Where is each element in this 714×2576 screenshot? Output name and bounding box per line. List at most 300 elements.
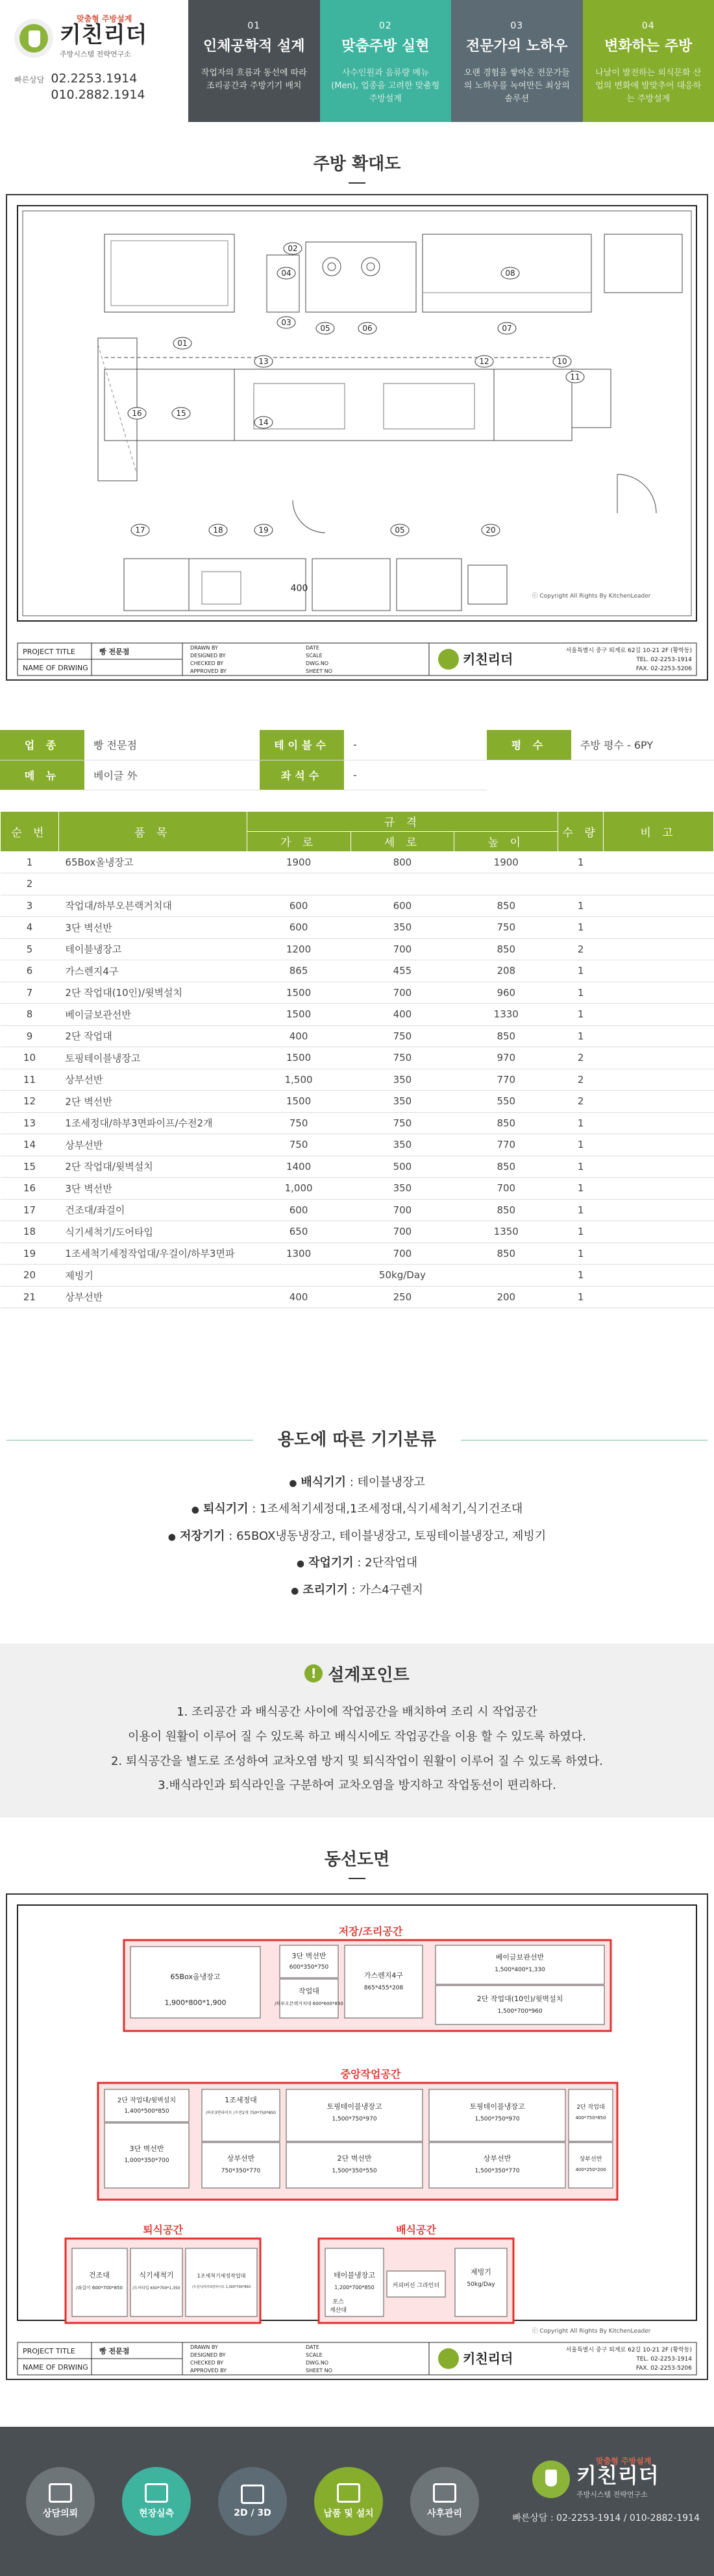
spec-cell-item: 건조대/좌걸이: [58, 1199, 247, 1221]
spec-cell-item: 가스렌지4구: [58, 960, 247, 982]
bullet-icon: ●: [289, 1478, 297, 1488]
process-step-label: 2D / 3D: [234, 2508, 271, 2518]
col-header-width: 가 로: [247, 831, 351, 851]
brand-name: 키친리더: [576, 2459, 659, 2489]
address-text: 서울특별시 중구 퇴계로 62길 10-21 2F (황학동): [566, 646, 692, 654]
item-spec: 1,900*800*1,900: [165, 1999, 227, 2007]
spec-cell-note: [604, 1004, 714, 1026]
consult-label: 빠른상담: [14, 71, 44, 85]
item-spec: 1,500*400*1,330: [495, 1967, 545, 1973]
kitchen-floor-plan: [6, 194, 708, 681]
title-underline: [349, 1878, 365, 1879]
exclamation-icon: !: [304, 1664, 323, 1683]
zone-label: 저장/조리공간: [339, 1925, 403, 1938]
project-title-label: PROJECT TITLE: [23, 2347, 75, 2355]
spec-cell-height: 200: [454, 1286, 558, 1308]
spec-cell-item: 상부선반: [58, 1286, 247, 1308]
marker-01: 01: [177, 339, 187, 348]
spec-cell-no: 13: [1, 1112, 59, 1134]
item-label: 2단 작업대/윗벽설치: [117, 2096, 176, 2104]
spec-cell-width: 1500: [247, 1091, 351, 1113]
spec-cell-no: 18: [1, 1221, 59, 1243]
feature-title: 맞춤주방 실현: [320, 35, 452, 55]
section-title-kitchen-plan: [0, 122, 714, 184]
spec-cell-note: [604, 1243, 714, 1265]
table-row: [1, 1178, 714, 1200]
industry-value: 빵 전문점: [84, 730, 260, 760]
spec-cell-qty: 1: [558, 851, 604, 873]
checked-by-label: CHECKED BY: [190, 661, 223, 666]
process-step-survey[interactable]: [118, 2467, 195, 2536]
spec-cell-width: 1500: [247, 1004, 351, 1026]
design-point-line: 2. 퇴식공간을 별도로 조성하여 교차오염 방지 및 퇴식작업이 원활이 이루어 질 수 있도록 하였다.: [0, 1749, 714, 1774]
copyright-note: ⓒ Copyright All Rights By KitchenLeader: [532, 2327, 650, 2335]
spec-cell-height: 770: [454, 1134, 558, 1156]
classification-list: [0, 1469, 714, 1603]
spec-table-body: [1, 851, 714, 1308]
marker-12: 12: [479, 357, 489, 366]
name-of-drawing-label: NAME OF DRWING: [23, 2363, 88, 2372]
process-step-aftercare[interactable]: [406, 2467, 483, 2536]
classification-label: 조리기기: [302, 1583, 348, 1597]
table-row: [1, 1025, 714, 1047]
spec-cell-item: 상부선반: [58, 1134, 247, 1156]
checked-by-label: CHECKED BY: [190, 2360, 223, 2366]
item-label: 건조대: [89, 2270, 110, 2279]
item-spec: 1,500*750*970: [332, 2116, 376, 2122]
spec-cell-height: 1350: [454, 1221, 558, 1243]
item-label: 2단 작업대: [576, 2103, 604, 2111]
design-points-list: [0, 1700, 714, 1798]
spec-cell-no: 4: [1, 917, 59, 939]
spec-cell-no: 16: [1, 1178, 59, 1200]
table-row: [1, 1265, 714, 1287]
date-label: DATE: [306, 645, 319, 651]
marker-20: 20: [486, 526, 495, 535]
classification-label: 퇴식기기: [203, 1502, 249, 1516]
spec-cell-item: 토핑테이블냉장고: [58, 1047, 247, 1069]
design-points-title: 설계포인트: [328, 1662, 410, 1686]
classification-row: ● 저장기기 : 65BOX냉동냉장고, 테이블냉장고, 토핑테이블냉장고, 제빙기: [0, 1523, 714, 1549]
brand-subtitle: 주방시스템 전략연구소: [576, 2489, 659, 2499]
footer-brand: [506, 2459, 700, 2544]
area-value: 주방 평수 - 6PY: [571, 730, 714, 760]
classification-label: 저장기기: [180, 1529, 225, 1543]
spec-cell-depth: 455: [351, 960, 454, 982]
table-row: [1, 873, 714, 895]
classification-row: ● 작업기기 : 2단작업대: [0, 1549, 714, 1576]
scale-label: SCALE: [306, 653, 323, 659]
spec-cell-item: 베이글보관선반: [58, 1004, 247, 1026]
process-step-label: 현장실측: [139, 2507, 174, 2520]
seats-value: -: [344, 760, 487, 790]
marker-05b: 05: [395, 526, 404, 535]
item-label: 2단 작업대(10인)/윗벽설치: [477, 1994, 563, 2003]
clipboard-icon: [49, 2483, 72, 2503]
spec-cell-qty: 1: [558, 1221, 604, 1243]
zone-label: 퇴식공간: [143, 2224, 183, 2236]
item-spec: 1,500*350*550: [332, 2168, 376, 2174]
spec-cell-depth: 700: [351, 938, 454, 960]
spec-cell-width: 1500: [247, 1047, 351, 1069]
marker-02: 02: [288, 244, 297, 253]
spec-cell-note: [604, 851, 714, 873]
seats-label: 좌석수: [260, 760, 344, 790]
feature-card-2: [320, 0, 452, 122]
spec-cell-height: [454, 873, 558, 895]
page-footer: [0, 2427, 714, 2576]
feature-number: 01: [188, 21, 320, 31]
spec-cell-no: 5: [1, 938, 59, 960]
spec-cell-height: 970: [454, 1047, 558, 1069]
item-label: 65Box올냉장고: [171, 1972, 221, 1981]
spec-cell-height: 850: [454, 895, 558, 917]
area-label: 평 수: [487, 730, 571, 760]
table-row: [1, 982, 714, 1004]
spec-cell-depth: 350: [351, 1069, 454, 1091]
spec-cell-qty: 2: [558, 938, 604, 960]
feature-title: 변화하는 주방: [583, 35, 714, 55]
item-label: 작업대: [299, 1986, 319, 1995]
marker-07: 07: [502, 324, 511, 333]
item-spec: /하부3면파이프 /수전2개 750*750*850: [206, 2110, 276, 2115]
spec-cell-item: 3단 벽선반: [58, 917, 247, 939]
spec-cell-height: 960: [454, 982, 558, 1004]
drawn-by-label: DRAWN BY: [190, 645, 218, 651]
table-row: [1, 1156, 714, 1178]
spec-cell-height: 850: [454, 1112, 558, 1134]
item-spec: /좌걸이 600*700*850: [76, 2285, 123, 2290]
classification-value: 1조세척기세정대,1조세정대,식기세척기,식기건조대: [260, 1502, 523, 1516]
spec-cell-qty: 1: [558, 1265, 604, 1287]
feature-desc: 사수인원과 음류량 메뉴(Men), 업종을 고려한 맞춤형 주방설계: [320, 67, 452, 106]
item-label: 포스: [332, 2298, 344, 2305]
item-spec: /하부오븐랙거치대 600*600*850: [275, 2000, 343, 2006]
table-row: [1, 1047, 714, 1069]
spec-cell-qty: 1: [558, 917, 604, 939]
feature-number: 04: [583, 21, 714, 31]
item-label: 식기세척기: [139, 2270, 173, 2279]
marker-16: 16: [132, 409, 142, 418]
marker-18: 18: [213, 526, 223, 535]
table-row: [1, 851, 714, 873]
name-of-drawing-label: NAME OF DRWING: [23, 664, 88, 672]
marker-04: 04: [281, 269, 291, 278]
process-step-label: 납품 및 설치: [323, 2507, 373, 2520]
spec-cell-note: [604, 1286, 714, 1308]
table-row: [1, 1243, 714, 1265]
item-label: 제빙기: [471, 2267, 491, 2276]
spec-cell-note: [604, 1134, 714, 1156]
spec-cell-no: 9: [1, 1025, 59, 1047]
spec-cell-width: 750: [247, 1112, 351, 1134]
classification-value: 65BOX냉동냉장고, 테이블냉장고, 토핑테이블냉장고, 제빙기: [236, 1529, 546, 1543]
brand-tagline: 맞춤형 주방설계: [77, 13, 132, 24]
spec-cell-no: 7: [1, 982, 59, 1004]
spec-cell-no: 1: [1, 851, 59, 873]
item-label: 가스렌지4구: [364, 1971, 404, 1980]
spec-cell-note: [604, 1112, 714, 1134]
feature-card-1: [188, 0, 320, 122]
item-label: 토핑테이블냉장고: [326, 2102, 382, 2111]
spec-cell-note: [604, 895, 714, 917]
marker-19: 19: [258, 526, 268, 535]
spec-cell-item: 2단 작업대: [58, 1025, 247, 1047]
table-row: [1, 1221, 714, 1243]
item-label: 커피머신 그라인더: [393, 2281, 439, 2289]
spec-cell-no: 20: [1, 1265, 59, 1287]
feature-number: 03: [451, 21, 583, 31]
spec-cell-item: 1조세척기세정작업대/우걸이/하부3면파: [58, 1243, 247, 1265]
spec-cell-no: 3: [1, 895, 59, 917]
item-spec: /우걸이/하부3면파이프 1,300*700*850: [192, 2285, 251, 2289]
designed-by-label: DESIGNED BY: [190, 653, 226, 659]
item-label: 테이블냉장고: [334, 2270, 375, 2279]
spec-cell-note: [604, 1069, 714, 1091]
spec-cell-note: [604, 873, 714, 895]
spec-cell-no: 15: [1, 1156, 59, 1178]
item-spec: 1,000*350*700: [124, 2157, 169, 2164]
menu-value: 베이글 外: [84, 760, 260, 790]
process-step-consult[interactable]: [22, 2467, 99, 2536]
item-spec: /도어타입 650*700*1,350: [132, 2285, 180, 2290]
title-block-brand: 키친리더: [463, 651, 513, 667]
spec-cell-item: 테이블냉장고: [58, 938, 247, 960]
spec-cell-height: 850: [454, 1156, 558, 1178]
item-spec: 600*350*750: [289, 1964, 329, 1971]
marker-11: 11: [570, 372, 580, 382]
feature-desc: 작업자의 흐름과 동선에 따라 조리공간과 주방기기 배치: [188, 67, 320, 93]
spec-cell-note: [604, 1199, 714, 1221]
logo-icon: [14, 19, 53, 58]
dwg-no-label: DWG.NO: [306, 2360, 328, 2366]
classification-value: 테이블냉장고: [357, 1476, 425, 1489]
spec-cell-item: 작업대/하부오븐랙거치대: [58, 895, 247, 917]
spec-cell-no: 17: [1, 1199, 59, 1221]
item-label: 1조세정대: [225, 2095, 257, 2104]
spec-cell-depth: 600: [351, 895, 454, 917]
item-spec: 400*250*200: [575, 2167, 606, 2172]
process-step-install[interactable]: [310, 2467, 387, 2536]
item-spec: 750*350*770: [221, 2168, 261, 2174]
process-step-design[interactable]: [214, 2467, 291, 2536]
industry-label: 업 종: [0, 730, 84, 760]
item-spec: 400*750*850: [575, 2115, 606, 2120]
monitor-icon: [241, 2485, 264, 2504]
col-header-depth: 세 로: [351, 831, 454, 851]
spec-cell-qty: 1: [558, 1199, 604, 1221]
marker-17: 17: [135, 526, 145, 535]
spec-cell-item: 상부선반: [58, 1069, 247, 1091]
spec-cell-depth: 700: [351, 982, 454, 1004]
col-header-height: 높 이: [454, 831, 558, 851]
classification-row: ● 배식기기 : 테이블냉장고: [0, 1469, 714, 1496]
item-spec: 1,200*700*850: [334, 2285, 374, 2290]
equipment-spec-table: [0, 811, 714, 1309]
spec-cell-width: 1400: [247, 1156, 351, 1178]
address-text: 서울특별시 중구 퇴계로 62길 10-21 2F (황학동): [566, 2346, 692, 2353]
bullet-icon: ●: [297, 1559, 304, 1569]
spec-cell-height: 700: [454, 1178, 558, 1200]
table-row: [1, 917, 714, 939]
spec-cell-depth: 350: [351, 1091, 454, 1113]
spec-cell-qty: 1: [558, 1286, 604, 1308]
spec-cell-note: [604, 917, 714, 939]
phone-number-2[interactable]: 010.2882.1914: [51, 87, 145, 103]
spec-cell-height: 850: [454, 1025, 558, 1047]
spec-cell-qty: 1: [558, 1025, 604, 1047]
marker-03: 03: [281, 318, 291, 327]
bullet-icon: ●: [168, 1532, 176, 1542]
bullet-icon: ●: [191, 1505, 199, 1515]
title-block-logo-icon: [438, 649, 459, 670]
marker-05: 05: [320, 324, 330, 333]
spec-cell-depth: 750: [351, 1025, 454, 1047]
project-title-value: 빵 전문점: [99, 2346, 129, 2355]
spec-cell-no: 21: [1, 1286, 59, 1308]
spec-cell-note: [604, 1178, 714, 1200]
spec-cell-note: [604, 1156, 714, 1178]
tables-value: -: [344, 730, 487, 760]
spec-cell-depth: 350: [351, 917, 454, 939]
spec-cell-no: 12: [1, 1091, 59, 1113]
title-underline: [349, 182, 365, 184]
spec-cell-no: 6: [1, 960, 59, 982]
col-header-item: 품 목: [58, 811, 247, 851]
spec-cell-height: 208: [454, 960, 558, 982]
col-header-note: 비 고: [604, 811, 714, 851]
table-row: [1, 960, 714, 982]
project-title-value: 빵 전문점: [99, 647, 129, 656]
title-block-brand: 키친리더: [463, 2351, 513, 2366]
feature-title: 인체공학적 설계: [188, 35, 320, 55]
spec-cell-depth: 400: [351, 1004, 454, 1026]
table-row: [1, 1199, 714, 1221]
designed-by-label: DESIGNED BY: [190, 2352, 226, 2358]
tel-text: TEL. 02-2253-1914: [635, 657, 692, 663]
design-points-section: [0, 1644, 714, 1817]
copyright-note: ⓒ Copyright All Rights By KitchenLeader: [532, 592, 650, 600]
brand-name: 키친리더: [60, 17, 147, 49]
design-point-line: 3.배식라인과 퇴식라인을 구분하여 교차오염을 방지하고 작업동선이 편리하다.: [0, 1773, 714, 1798]
classification-label: 배식기기: [301, 1476, 346, 1489]
col-header-qty: 수 량: [558, 811, 604, 851]
oven-dimension: 400: [291, 583, 308, 594]
item-label: 3단 벽선반: [292, 1951, 326, 1960]
spec-cell-note: [604, 1025, 714, 1047]
spec-cell-height: 770: [454, 1069, 558, 1091]
spec-cell-depth: [351, 873, 454, 895]
spec-cell-qty: 1: [558, 1112, 604, 1134]
table-row: [1, 1004, 714, 1026]
approved-by-label: APPROVED BY: [190, 2368, 227, 2374]
tel-text: TEL. 02-2253-1914: [635, 2356, 692, 2363]
col-header-no: 순 번: [1, 811, 59, 851]
spec-cell-width: 1500: [247, 982, 351, 1004]
spec-cell-no: 11: [1, 1069, 59, 1091]
feature-card-3: [451, 0, 583, 122]
spec-cell-height: 850: [454, 1243, 558, 1265]
spec-cell-item: [58, 873, 247, 895]
spec-cell-note: [604, 938, 714, 960]
item-label: 베이글보관선반: [496, 1952, 545, 1962]
spec-cell-depth: 350: [351, 1134, 454, 1156]
zone-label: 중앙작업공간: [341, 2068, 401, 2080]
process-step-label: 사후관리: [427, 2507, 462, 2520]
truck-icon: [337, 2483, 360, 2503]
section-title-flow-plan: [0, 1817, 714, 1879]
item-label: 1조세척기세정작업대: [197, 2272, 246, 2279]
item-spec: 865*455*208: [364, 1985, 404, 1991]
spec-cell-qty: 2: [558, 1069, 604, 1091]
spec-cell-qty: 1: [558, 1178, 604, 1200]
classification-row: ● 퇴식기기 : 1조세척기세정대,1조세정대,식기세척기,식기건조대: [0, 1496, 714, 1522]
spec-cell-no: 10: [1, 1047, 59, 1069]
item-label: 상부선반: [227, 2154, 255, 2163]
design-points-header: [304, 1662, 410, 1686]
logo-icon: [532, 2461, 570, 2498]
classification-value: 가스4구렌지: [359, 1583, 423, 1597]
spec-cell-item: 1조세정대/하부3면파이프/수전2개: [58, 1112, 247, 1134]
footer-consult[interactable]: 빠른상담 : 02-2253-1914 / 010-2882-1914: [506, 2511, 700, 2524]
spec-cell-note: [604, 1091, 714, 1113]
spec-cell-width: 865: [247, 960, 351, 982]
project-title-label: PROJECT TITLE: [23, 648, 75, 656]
date-label: DATE: [306, 2344, 319, 2350]
bullet-icon: ●: [291, 1586, 299, 1596]
item-spec: 계산대: [330, 2306, 347, 2314]
marker-06: 06: [362, 324, 372, 333]
classification-label: 작업기기: [308, 1556, 354, 1570]
spec-cell-width: 1,500: [247, 1069, 351, 1091]
spec-cell-height: 750: [454, 917, 558, 939]
spec-cell-width: 400: [247, 1025, 351, 1047]
fax-text: FAX. 02-2253-5206: [636, 666, 692, 672]
feature-desc: 오랜 경험을 쌓아온 전문가들의 노하우를 녹여만든 최상의 솔루션: [451, 67, 583, 106]
spec-cell-width: 600: [247, 1199, 351, 1221]
item-label: 2단 벽선반: [338, 2154, 372, 2163]
spec-cell-qty: 1: [558, 1004, 604, 1026]
spec-cell-qty: 1: [558, 960, 604, 982]
col-header-size: 규 격: [247, 811, 558, 831]
item-spec: 1,500*700*960: [497, 2008, 542, 2015]
spec-cell-qty: 1: [558, 982, 604, 1004]
classification-value: 2단작업대: [365, 1556, 417, 1570]
spec-cell-no: 19: [1, 1243, 59, 1265]
drawn-by-label: DRAWN BY: [190, 2344, 218, 2350]
menu-label: 메 뉴: [0, 760, 84, 790]
table-row: [1, 1112, 714, 1134]
table-row: [1, 1069, 714, 1091]
spec-cell-height: 850: [454, 938, 558, 960]
spec-cell-height: 1900: [454, 851, 558, 873]
phone-number-1[interactable]: 02.2253.1914: [51, 71, 145, 87]
spec-cell-width: 1200: [247, 938, 351, 960]
feature-number: 02: [320, 21, 452, 31]
item-label: 상부선반: [484, 2154, 511, 2163]
process-step-label: 상담의뢰: [43, 2507, 78, 2520]
marker-13: 13: [258, 357, 268, 366]
item-label: 상부선반: [580, 2155, 602, 2163]
spec-cell-item: 2단 작업대/윗벽설치: [58, 1156, 247, 1178]
marker-08: 08: [505, 269, 515, 278]
classification-header: [0, 1429, 714, 1451]
brand-block: [0, 0, 188, 122]
spec-cell-no: 2: [1, 873, 59, 895]
table-row: [1, 1134, 714, 1156]
flow-floor-plan: [6, 1893, 708, 2380]
feature-card-4: [583, 0, 714, 122]
